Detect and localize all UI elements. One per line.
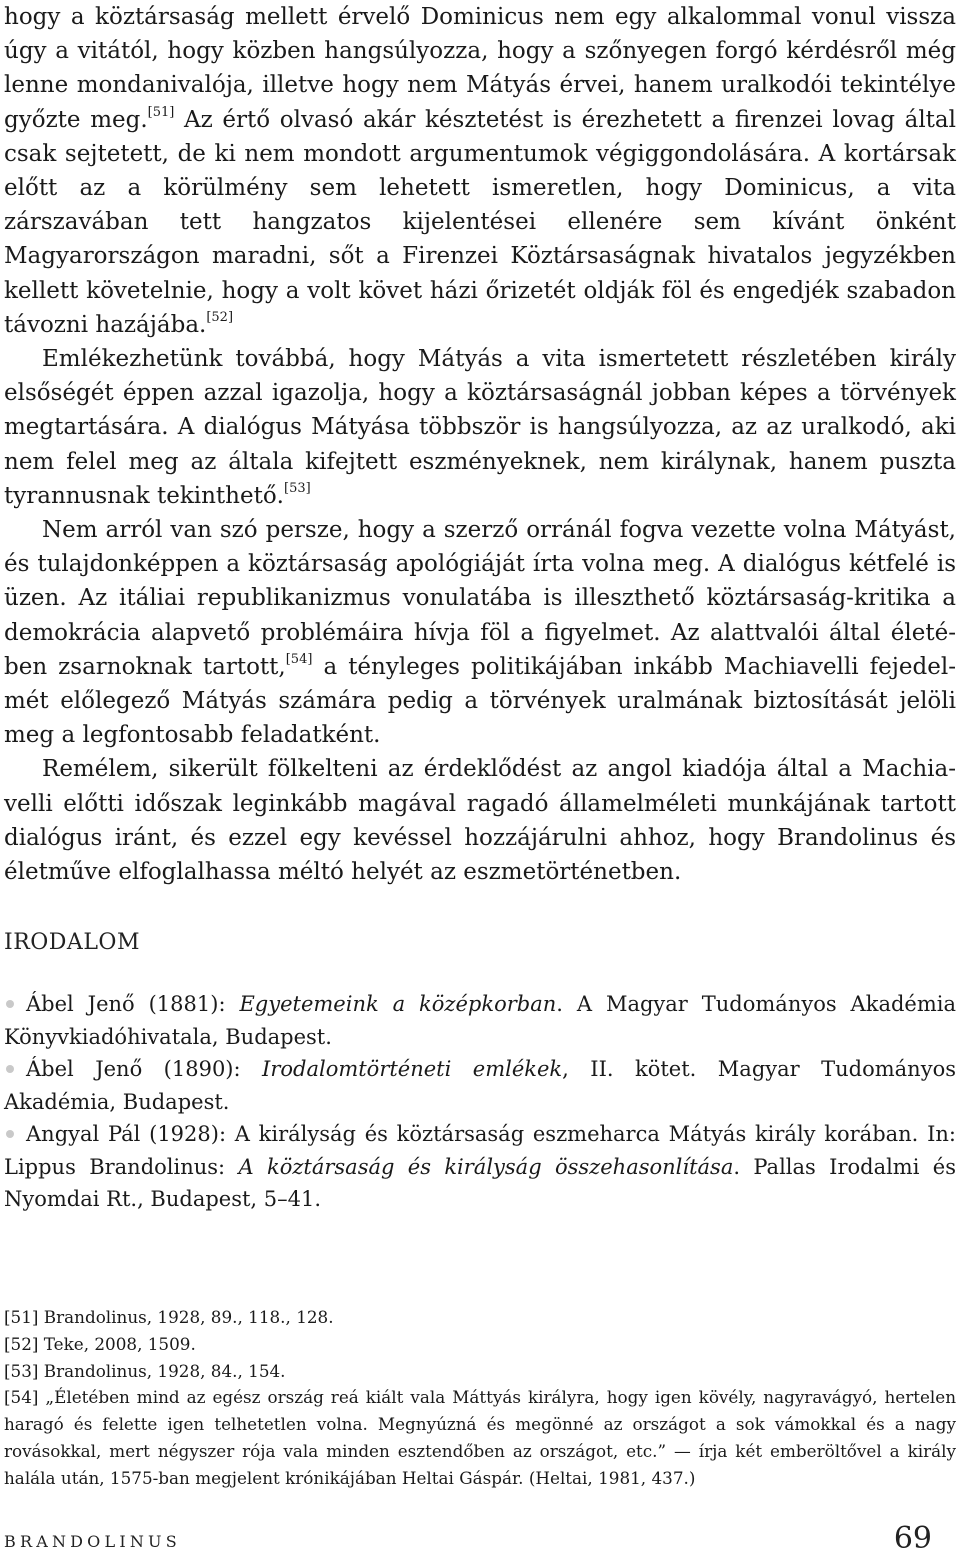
footnote-54: [54] „Életében mind az egész ország reá kiált vala Máttyás királyra, hogy igen kövély, nagyravágyó, hertelen haragó és felette igen telhetetlen volna. Megnyúzná és megönné az országot a sok vámokkal és a nagy rovásokkal, mert négyszer rója vala minden esztendőben az országot, etc.” — írja két emberöltővel a király halála után, 1575-ban megjelent krónikájában Heltai Gáspár. (Heltai, 1981, 437.) (4, 1387, 956, 1488)
footnote-ref-52[interactable]: [52] (206, 310, 234, 326)
footnote-ref-53[interactable]: [53] (284, 481, 311, 497)
reference-title: Egyetemeink a középkorban (239, 992, 557, 1016)
reference-list (4, 988, 956, 1216)
paragraph-1-text-a: hogy a köztársaság mellett érvelő Dominicus nem egy alkalommal vonul vissza úgy a vitától, hogy közben hangsúlyozza, hogy a szőnyegen forgó kérdésről még lenne mondanivalója, illetve hogy nem Mátyás érvei, hanem uralkodói tekintélye győzte meg. (4, 4, 956, 133)
footnote-53: [53] Brandolinus, 1928, 84., 154. (4, 1360, 286, 1381)
reference-item: Ábel Jenő (1890): Irodalomtörténeti emlékek, II. kötet. Magyar Tudományos Akadémia, Budapest. (4, 1057, 956, 1114)
footnote-ref-54[interactable]: [54] (285, 652, 313, 668)
paragraph-3-text-b: a tényleges politikájában inkább Machiavelli fejedelmét előlegező Mátyás számára pedig a törvények uralmának biztosítását jelöli meg a legfontosabb feladatként. (4, 653, 956, 749)
body-text (4, 0, 956, 889)
paragraph-2 (4, 342, 956, 513)
reference-item: Angyal Pál (1928): A királyság és köztársaság eszmeharca Mátyás király korában. In: Lippus Brandolinus: A köztársaság és királyság összehasonlítása. Pallas Irodalmi és Nyomdai Rt., Budapest, 5–41. (4, 1122, 956, 1211)
running-footer-journal: BRANDOLINUS (4, 1532, 181, 1551)
reference-item: Ábel Jenő (1881): Egyetemeink a középkorban. A Magyar Tudományos Akadémia Könyvkiadóhivatala, Budapest. (4, 992, 956, 1049)
footnote-ref-51[interactable]: [51] (147, 104, 175, 120)
page (4, 0, 956, 1488)
bullet-icon (6, 1130, 14, 1138)
paragraph-3 (4, 513, 956, 752)
paragraph-4-text: Remélem, sikerült fölkelteni az érdeklődést az angol kiadója által a Machiavelli előtti időszak leginkább magával ragadó államelméleti munkájának tartott dialógus iránt, és ezzel egy kevéssel hozzájárulni ahhoz, hogy Brandolinus és életműve elfoglalhassa méltó helyét az eszmetörténetben. (4, 756, 956, 886)
paragraph-2-text: Emlékezhetünk továbbá, hogy Mátyás a vita ismertetett részletében király elsőségét éppen azzal igazolja, hogy a köztársaságnál jobban képes a törvények megtartására. A dialógus Mátyása többször is hangsúlyozza, az az uralkodó, aki nem felel meg az általa kifejtett eszményeknek, nem királynak, hanem puszta tyrannusnak tekinthető. (4, 346, 956, 509)
paragraph-4 (4, 752, 956, 889)
footnote-51: [51] Brandolinus, 1928, 89., 118., 128. (4, 1307, 334, 1327)
reference-title: Irodalomtörténeti emlékek (262, 1057, 563, 1081)
paragraph-3-text-a: Nem arról van szó persze, hogy a szerző orránál fogva vezette volna Mátyást, és tulajdonképpen a köztársaság apológiáját írta volna meg. A dialógus kétfelé is üzen. Az itáliai republikanizmus vonulatába is illeszthető köztársaság-kritika a demokrácia alapvető problémáira hívja föl a figyelmet. Az alattvalói által életében zsarnoknak tartott, (4, 517, 956, 680)
footnote-52: [52] Teke, 2008, 1509. (4, 1333, 196, 1354)
bullet-icon (6, 1000, 14, 1008)
section-heading: IRODALOM (4, 930, 140, 955)
page-number: 69 (893, 1521, 932, 1556)
bullet-icon (6, 1065, 14, 1073)
reference-title: A köztársaság és királyság összehasonlítása (238, 1154, 734, 1179)
paragraph-1 (4, 0, 956, 342)
footnote-list (4, 1304, 956, 1492)
paragraph-1-text-b: Az értő olvasó akár késztetést is érezhetett a firenzei lovag által csak sejtetett, de ki nem mondott argumentumok végiggondolására. A kortársak előtt az a körülmény sem lehetett ismeretlen, hogy Dominicus, a vita zárszavában tett hangzatos kijelentései ellenére sem kívánt önként Magyarországon maradni, sőt a Firenzei Köztársaságnak hivatalos jegyzékben kellett követelnie, hogy a volt követ házi őrizetét oldják föl és engedjék szabadon távozni hazájába. (4, 106, 956, 338)
